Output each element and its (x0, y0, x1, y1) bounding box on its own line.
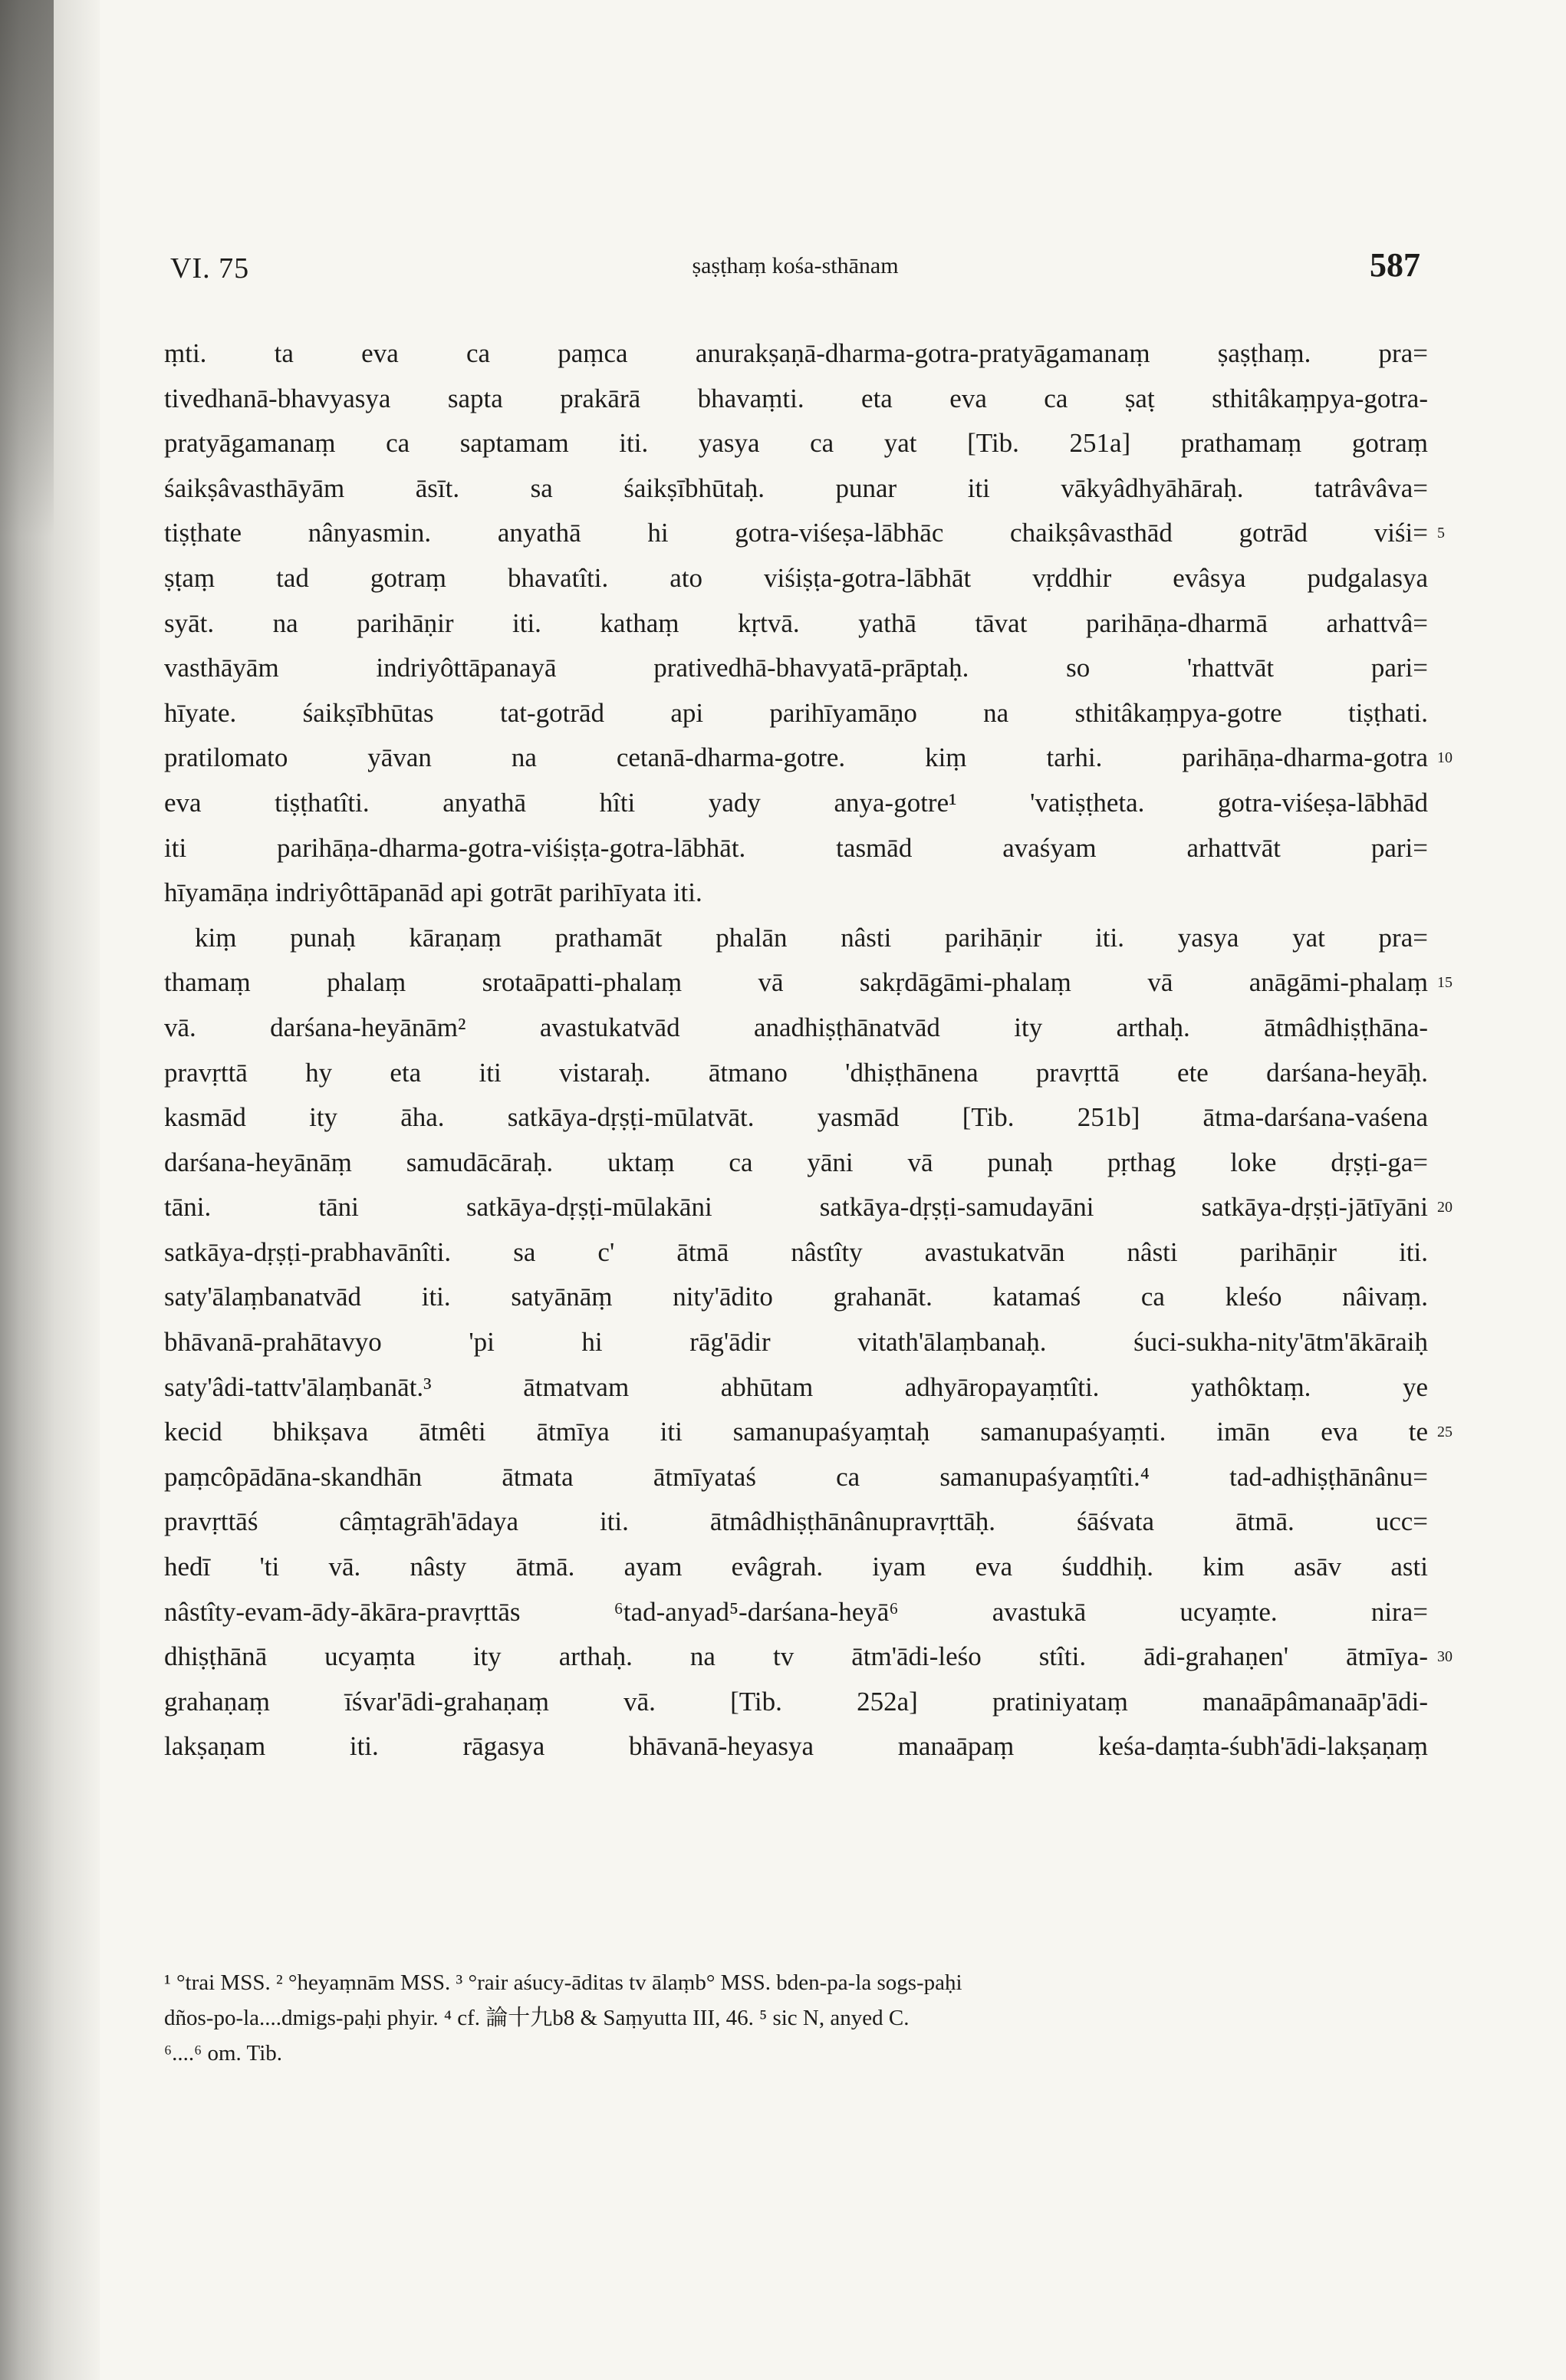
text-line: pravṛttā hy eta iti vistaraḥ. ātmano 'dhiṣṭhānena pravṛttā ete darśana-heyāḥ. (164, 1057, 1428, 1088)
text-line: pratyāgamanaṃ ca saptamam iti. yasya ca yat [Tib. 251a] prathamaṃ gotraṃ (164, 428, 1428, 459)
footnote-line: dños-po-la....dmigs-paḥi phyir. ⁴ cf. 論十九b8 & Saṃyutta III, 46. ⁵ sic N, anyed C. (164, 2006, 910, 2030)
text-line: thamaṃ phalaṃ srotaāpatti-phalaṃ vā sakṛdāgāmi-phalaṃ vā anāgāmi-phalaṃ (164, 967, 1428, 998)
text-line: darśana-heyānāṃ samudācāraḥ. uktaṃ ca yāni vā punaḥ pṛthag loke dṛṣṭi-ga= (164, 1147, 1428, 1177)
text-line: saty'ālaṃbanatvād iti. satyānāṃ nity'ādito grahanāt. katamaś ca kleśo nâivaṃ. (164, 1282, 1428, 1312)
page-header (170, 245, 1420, 307)
text-line: tāni. tāni satkāya-dṛṣṭi-mūlakāni satkāya-dṛṣṭi-samudayāni satkāya-dṛṣṭi-jātīyāni (164, 1192, 1428, 1223)
main-text (164, 331, 1452, 1769)
line-number: 5 (1437, 525, 1445, 542)
text-line: hīyate. śaikṣībhūtas tat-gotrād api parihīyamāṇo na sthitâkaṃpya-gotre tiṣṭhati. (164, 697, 1428, 728)
text-line: tiṣṭhate nânyasmin. anyathā hi gotra-viśeṣa-lābhāc chaikṣâvasthād gotrād viśi= (164, 518, 1428, 548)
section-number: VI. 75 (170, 252, 250, 285)
text-line: kasmād ity āha. satkāya-dṛṣṭi-mūlatvāt. yasmād [Tib. 251b] ātma-darśana-vaśena (164, 1102, 1428, 1133)
text-line: kiṃ punaḥ kāraṇaṃ prathamāt phalān nâsti parihāṇir iti. yasya yat pra= (195, 922, 1428, 953)
text-line: paṃcôpādāna-skandhān ātmata ātmīyataś ca samanupaśyaṃtîti.⁴ tad-adhiṣṭhānânu= (164, 1461, 1428, 1492)
text-line: eva tiṣṭhatîti. anyathā hîti yady anya-gotre¹ 'vatiṣṭheta. gotra-viśeṣa-lābhād (164, 787, 1428, 818)
text-line: syāt. na parihāṇir iti. kathaṃ kṛtvā. yathā tāvat parihāṇa-dharmā arhattvâ= (164, 607, 1428, 638)
text-line: hedī 'ti vā. nâsty ātmā. ayam evâgrah. iyam eva śuddhiḥ. kim asāv asti (164, 1552, 1428, 1582)
text-line: śaikṣâvasthāyām āsīt. sa śaikṣībhūtaḥ. punar iti vākyâdhyāhāraḥ. tatrâvâva= (164, 472, 1428, 503)
book-corner-shadow (0, 0, 54, 537)
text-line: nâstîty-evam-ādy-ākāra-pravṛttās ⁶tad-anyad⁵-darśana-heyā⁶ avastukā ucyaṃte. nira= (164, 1596, 1428, 1627)
line-number: 25 (1437, 1424, 1452, 1441)
footnotes (164, 1965, 1428, 2071)
text-line: vā. darśana-heyānām² avastukatvād anadhiṣṭhānatvād ity arthaḥ. ātmâdhiṣṭhāna- (164, 1012, 1428, 1042)
text-line: kecid bhikṣava ātmêti ātmīya iti samanupaśyaṃtaḥ samanupaśyaṃti. imān eva te (164, 1417, 1428, 1447)
line-number: 30 (1437, 1648, 1452, 1666)
text-line: satkāya-dṛṣṭi-prabhavānîti. sa c' ātmā nâstîty avastukatvān nâsti parihāṇir iti. (164, 1236, 1428, 1267)
page-number: 587 (1370, 246, 1420, 284)
text-line: saty'âdi-tattv'ālaṃbanāt.³ ātmatvam abhūtam adhyāropayaṃtîti. yathôktaṃ. ye (164, 1371, 1428, 1402)
text-line: hīyamāṇa indriyôttāpanād api gotrāt parihīyata iti. (164, 877, 702, 908)
line-number: 20 (1437, 1199, 1452, 1216)
text-line: ṣṭaṃ tad gotraṃ bhavatîti. ato viśiṣṭa-gotra-lābhāt vṛddhir evâsya pudgalasya (164, 562, 1428, 593)
footnote-line: ¹ °trai MSS. ² °heyaṃnām MSS. ³ °rair aśucy-āditas tv ālaṃb° MSS. bden-pa-la sogs-paḥi (164, 1970, 962, 1995)
text-line: pratilomato yāvan na cetanā-dharma-gotre. kiṃ tarhi. parihāṇa-dharma-gotra (164, 742, 1428, 773)
text-line: iti parihāṇa-dharma-gotra-viśiṣṭa-gotra-lābhāt. tasmād avaśyam arhattvāt pari= (164, 832, 1428, 863)
text-line: tivedhanā-bhavyasya sapta prakārā bhavaṃti. eta eva ca ṣaṭ sthitâkaṃpya-gotra- (164, 383, 1428, 413)
line-number: 10 (1437, 749, 1452, 767)
line-number: 15 (1437, 974, 1452, 992)
text-line: grahaṇaṃ īśvar'ādi-grahaṇaṃ vā. [Tib. 252a] pratiniyataṃ manaāpâmanaāp'ādi- (164, 1686, 1428, 1717)
text-line: bhāvanā-prahātavyo 'pi hi rāg'ādir vitath'ālaṃbanaḥ. śuci-sukha-nity'ātm'ākāraiḥ (164, 1327, 1428, 1358)
text-line: pravṛttāś câṃtagrāh'ādaya iti. ātmâdhiṣṭhānânupravṛttāḥ. śāśvata ātmā. ucc= (164, 1506, 1428, 1537)
text-line: vasthāyām indriyôttāpanayā prativedhā-bhavyatā-prāptaḥ. so 'rhattvāt pari= (164, 653, 1428, 683)
text-line: ṃti. ta eva ca paṃca anurakṣaṇā-dharma-gotra-pratyāgamanaṃ ṣaṣṭhaṃ. pra= (164, 338, 1428, 368)
footnote-line: ⁶....⁶ om. Tib. (164, 2041, 283, 2066)
text-line: dhiṣṭhānā ucyaṃta ity arthaḥ. na tv ātm'ādi-leśo stîti. ādi-grahaṇen' ātmīya- (164, 1641, 1428, 1672)
text-line: lakṣaṇam iti. rāgasya bhāvanā-heyasya manaāpaṃ keśa-daṃta-śubh'ādi-lakṣaṇaṃ (164, 1731, 1428, 1762)
running-title: ṣaṣṭhaṃ kośa-sthānam (692, 253, 899, 278)
